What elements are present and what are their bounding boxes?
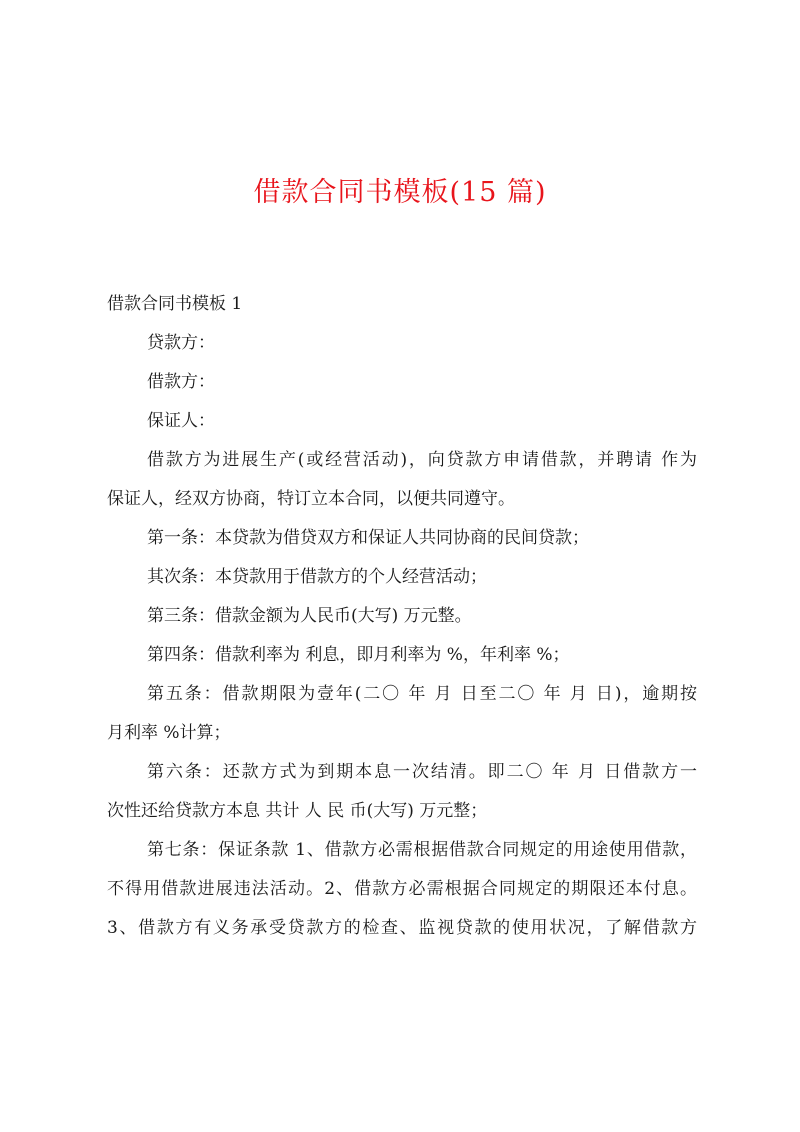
guarantor-line: 保证人： xyxy=(147,411,215,431)
document-title: 借款合同书模板(15 篇) xyxy=(253,177,547,208)
article-line: 3、借款方有义务承受贷款方的检查、监视贷款的使用状况，了解借款方 xyxy=(107,918,697,938)
article-line: 次性还给贷款方本息 共计 人 民 币(大写) 万元整； xyxy=(107,801,488,821)
article-line: 第四条：借款利率为 利息，即月利率为 %，年利率 %； xyxy=(147,645,570,665)
article-line: 第五条：借款期限为壹年(二〇 年 月 日至二〇 年 月 日)，逾期按 xyxy=(147,684,697,704)
section-heading: 借款合同书模板 1 xyxy=(107,294,243,314)
article-line: 其次条：本贷款用于借款方的个人经营活动； xyxy=(147,567,487,587)
article-line: 第三条：借款金额为人民币(大写) 万元整。 xyxy=(147,606,472,626)
paragraph-line: 借款方为进展生产(或经营活动)，向贷款方申请借款，并聘请 作为 xyxy=(147,450,697,470)
article-line: 第一条：本贷款为借贷双方和保证人共同协商的民间贷款； xyxy=(147,528,589,548)
lender-line: 贷款方： xyxy=(147,333,215,353)
article-line: 不得用借款进展违法活动。2、借款方必需根据合同规定的期限还本付息。 xyxy=(107,879,697,899)
borrower-line: 借款方： xyxy=(147,372,215,392)
article-line: 第七条：保证条款 1、借款方必需根据借款合同规定的用途使用借款， xyxy=(147,840,697,860)
article-line: 第六条：还款方式为到期本息一次结清。即二〇 年 月 日借款方一 xyxy=(147,762,697,782)
document-body xyxy=(107,285,697,948)
article-line: 月利率 %计算； xyxy=(107,723,231,743)
paragraph-line: 保证人，经双方协商，特订立本合同，以便共同遵守。 xyxy=(107,489,515,509)
